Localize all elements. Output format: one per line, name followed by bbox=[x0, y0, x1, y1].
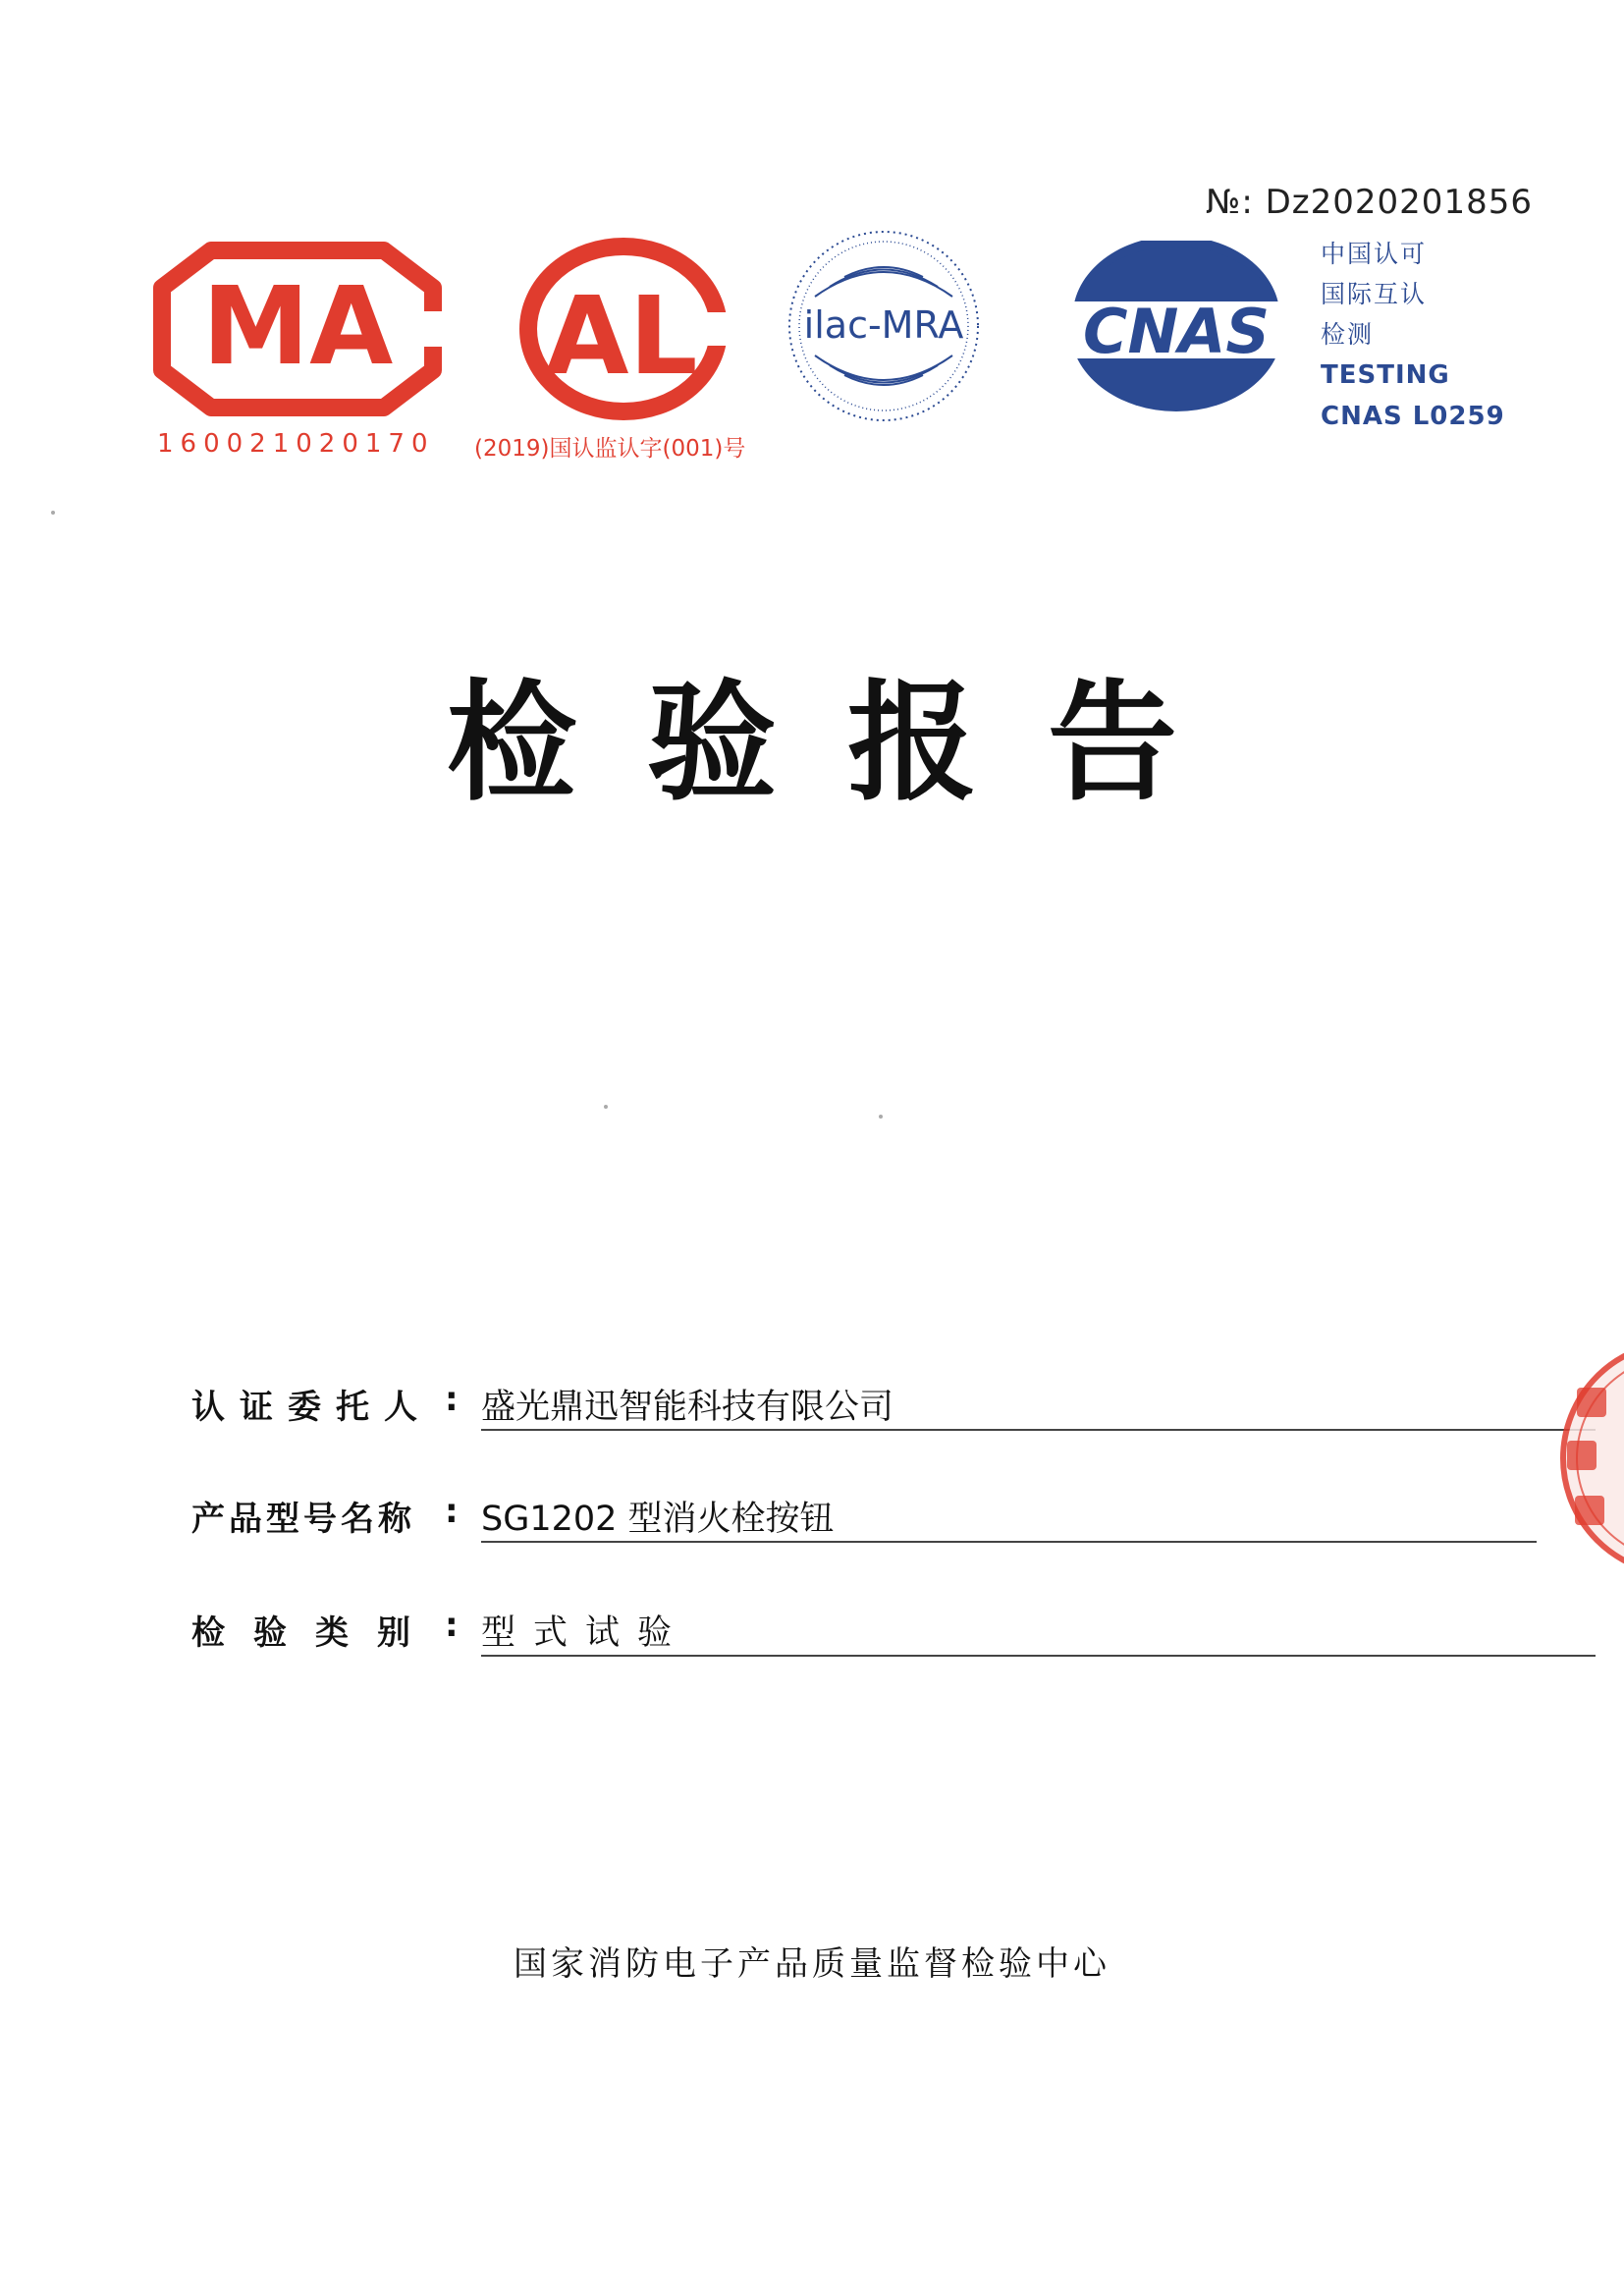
field-colon: : bbox=[445, 1380, 459, 1419]
cma-logo-text: MA bbox=[201, 263, 394, 389]
field-colon: : bbox=[445, 1606, 459, 1645]
field-underline bbox=[481, 1655, 1596, 1657]
cal-number: (2019)国认监认字(001)号 bbox=[474, 436, 746, 462]
cma-logo bbox=[152, 241, 443, 417]
field-label: 检验类别 bbox=[191, 1613, 439, 1653]
scan-speck bbox=[51, 511, 55, 515]
field-colon: : bbox=[445, 1492, 459, 1531]
field-label: 认证委托人 bbox=[191, 1388, 432, 1427]
field-client bbox=[191, 1380, 1596, 1439]
field-value: 型式试验 bbox=[481, 1613, 690, 1653]
cnas-logo-text: CNAS bbox=[1082, 296, 1271, 367]
cnas-side-line: 中国认可 bbox=[1321, 240, 1428, 268]
scan-speck bbox=[879, 1115, 883, 1119]
field-label: 产品型号名称 bbox=[191, 1500, 415, 1539]
field-underline bbox=[481, 1541, 1537, 1543]
official-seal bbox=[1532, 1331, 1624, 1590]
scan-speck bbox=[604, 1105, 608, 1109]
cnas-code: CNAS L0259 bbox=[1321, 402, 1505, 431]
cal-logo-text: AL bbox=[545, 273, 698, 399]
report-title: 检验报告 bbox=[447, 668, 1248, 819]
field-product bbox=[191, 1492, 1596, 1551]
ilac-mra-logo bbox=[785, 228, 982, 424]
cma-number: 160021020170 bbox=[157, 429, 435, 459]
cnas-testing: TESTING bbox=[1321, 360, 1450, 390]
field-underline bbox=[481, 1429, 1596, 1431]
cnas-side-line: 国际互认 bbox=[1321, 280, 1428, 308]
cnas-side-line: 检测 bbox=[1321, 320, 1375, 349]
field-value: SG1202 型消火栓按钮 bbox=[481, 1500, 835, 1539]
cnas-side-text bbox=[1321, 234, 1505, 437]
field-inspection-type bbox=[191, 1606, 1596, 1665]
field-value: 盛光鼎迅智能科技有限公司 bbox=[481, 1388, 894, 1427]
cal-logo bbox=[515, 236, 731, 422]
issuing-organization: 国家消防电子产品质量监督检验中心 bbox=[514, 1944, 1110, 1984]
report-number: №: Dz2020201856 bbox=[1206, 183, 1533, 222]
cnas-logo bbox=[1049, 241, 1304, 417]
ilac-mra-text: ilac-MRA bbox=[803, 303, 964, 347]
